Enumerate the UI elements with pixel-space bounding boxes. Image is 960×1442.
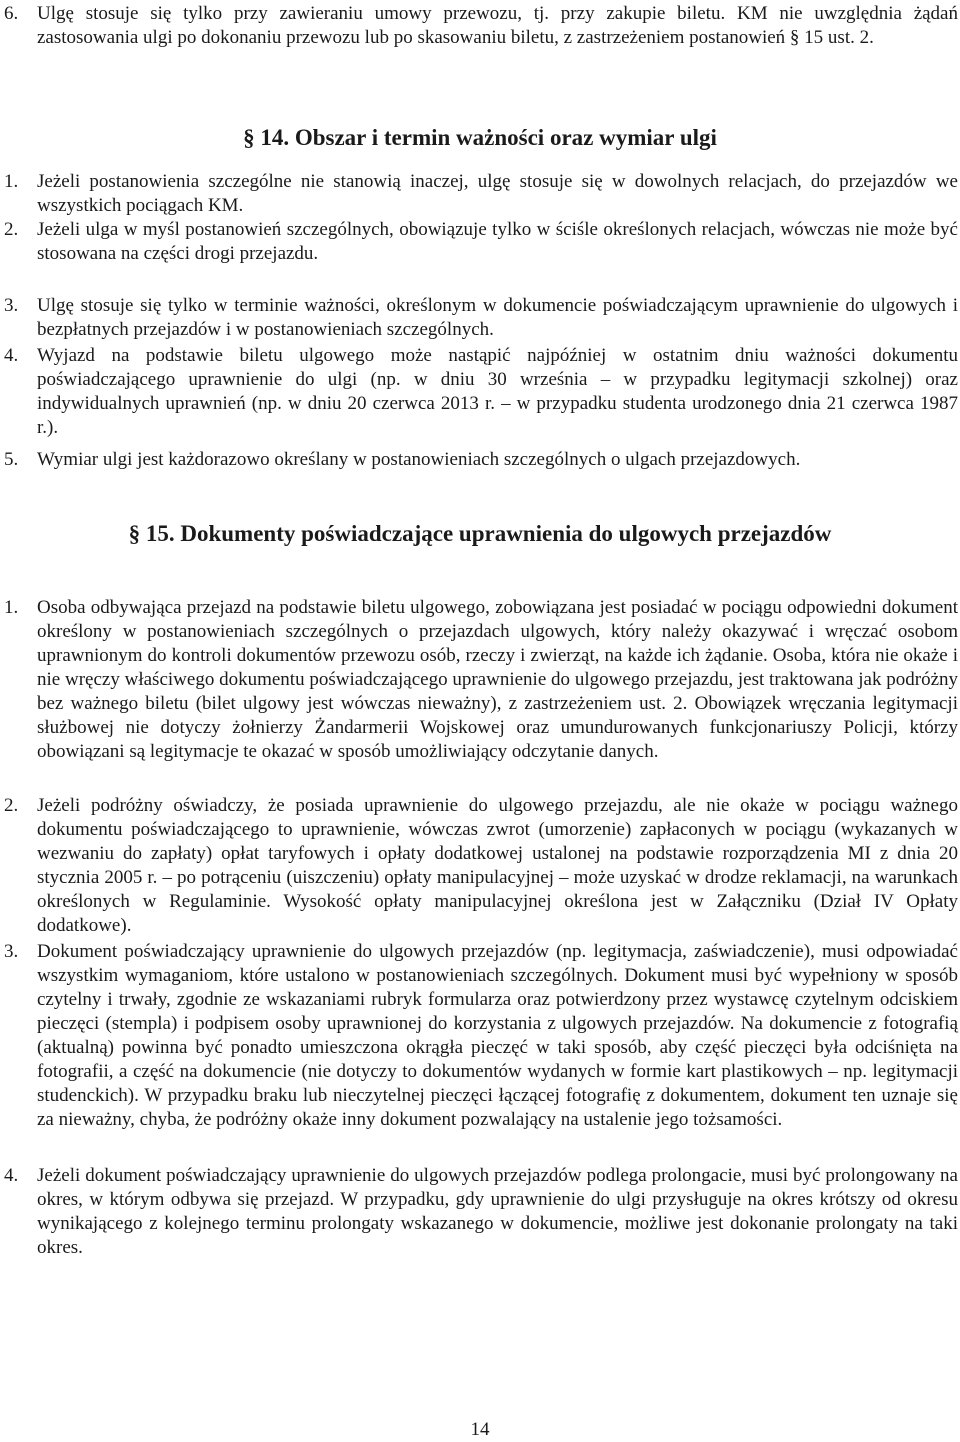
- item-text: Ulgę stosuje się tylko przy zawieraniu umowy przewozu, tj. przy zakupie biletu. KM nie uwzględnia żądań zastosowania ulgi po dokonaniu przewozu lub po skasowaniu biletu, z zastrzeżeniem postanowień § 15 ust. 2.: [37, 3, 958, 48]
- item-text: Wyjazd na podstawie biletu ulgowego może nastąpić najpóźniej w ostatnim dniu ważności dokumentu poświadczającego uprawnienie do ulgi (np. w dniu 30 września – w przypadku legitymacji szkolnej) oraz indywidualnych uprawnień (np. w dniu 20 czerwca 2013 r. – w przypadku studenta urodzonego dnia 21 czerwca 1987 r.).: [37, 345, 958, 438]
- page-number: 14: [470, 1419, 490, 1440]
- list-item: [0, 940, 958, 1132]
- list-item: [0, 2, 958, 50]
- item-text: Dokument poświadczający uprawnienie do ulgowych przejazdów (np. legitymacja, zaświadczenie), musi odpowiadać wszystkim wymaganiom, które ustalono w postanowieniach szczególnych. Dokument musi być wypełniony w sposób czytelny i trwały, zgodnie ze wskazaniami rubryk formularza oraz potwierdzony przez wystawcę czytelnym odciskiem pieczęci (stempla) i podpisem osoby uprawnionej do korzystania z ulgowych przejazdów. Na dokumencie z fotografią (aktualną) powinna być ponadto umieszczona okrągła pieczęć w taki sposób, aby część pieczęci była odciśnięta na fotografii, a część na dokumencie (nie dotyczy to dokumentów wydanych w formie kart plastikowych – np. legitymacji studenckich). W przypadku braku lub nieczytelnej pieczęci łączącej fotografię z dokumentem, dokument ten uznaje się za nieważny, chyba, że podróżny okaże inny dokument pozwalający na ustalenie jego tożsamości.: [37, 941, 958, 1130]
- item-number: 3.: [4, 941, 19, 962]
- item-number: 1.: [4, 171, 19, 192]
- item-number: 1.: [4, 597, 19, 618]
- list-item: [0, 294, 958, 342]
- item-number: 4.: [4, 345, 19, 366]
- list-item: [0, 170, 958, 218]
- section-14-heading: § 14. Obszar i termin ważności oraz wymiar ulgi: [243, 125, 717, 150]
- item-text: Jeżeli dokument poświadczający uprawnienie do ulgowych przejazdów podlega prolongacie, musi być prolongowany na okres, w którym odbywa się przejazd. W przypadku, gdy uprawnienie do ulgi przysługuje na okres krótszy od okresu wynikającego z kolejnego terminu prolongaty wskazanego w dokumencie, możliwe jest dokonanie prolongaty na taki okres.: [37, 1165, 958, 1258]
- list-item: [0, 596, 958, 764]
- item-text: Jeżeli ulga w myśl postanowień szczególnych, obowiązuje tylko w ściśle określonych relacjach, wówczas nie może być stosowana na części drogi przejazdu.: [37, 219, 958, 264]
- section-15-heading: § 15. Dokumenty poświadczające uprawnienia do ulgowych przejazdów: [128, 521, 832, 546]
- list-item: [0, 344, 958, 440]
- item-number: 4.: [4, 1165, 19, 1186]
- list-item: [0, 448, 958, 472]
- item-text: Osoba odbywająca przejazd na podstawie biletu ulgowego, zobowiązana jest posiadać w pociągu odpowiedni dokument określony w postanowieniach szczególnych o przejazdach ulgowych, który należy okazywać i wręczać osobom uprawnionym do kontroli dokumentów przewozu osób, rzeczy i zwierząt, na każde ich żądanie. Osoba, która nie okaże i nie wręczy właściwego dokumentu poświadczającego uprawnienie do ulgowego przejazdu, jest traktowana jak podróżny bez ważnego biletu (bilet ulgowy jest wówczas nieważny), z zastrzeżeniem ust. 2. Obowiązek wręczania legitymacji służbowej nie dotyczy żołnierzy Żandarmerii Wojskowej oraz umundurowanych funkcjonariuszy Policji, którzy obowiązani są legitymacje te okazać w sposób umożliwiający odczytanie danych.: [37, 597, 958, 762]
- list-item: [0, 218, 958, 266]
- item-number: 6.: [4, 3, 19, 24]
- item-text: Jeżeli postanowienia szczególne nie stanowią inaczej, ulgę stosuje się w dowolnych relacjach, do przejazdów we wszystkich pociągach KM.: [37, 171, 958, 216]
- item-text: Ulgę stosuje się tylko w terminie ważności, określonym w dokumencie poświadczającym uprawnienie do ulgowych i bezpłatnych przejazdów i w postanowieniach szczególnych.: [37, 295, 958, 340]
- item-number: 2.: [4, 795, 19, 816]
- item-number: 5.: [4, 449, 19, 470]
- item-number: 3.: [4, 295, 19, 316]
- list-item: [0, 1164, 958, 1260]
- item-number: 2.: [4, 219, 19, 240]
- item-text: Wymiar ulgi jest każdorazowo określany w postanowieniach szczególnych o ulgach przejazdowych.: [37, 449, 801, 470]
- list-item: [0, 794, 958, 938]
- item-text: Jeżeli podróżny oświadczy, że posiada uprawnienie do ulgowego przejazdu, ale nie okaże w pociągu ważnego dokumentu poświadczającego to uprawnienie, wówczas zwrot (umorzenie) zapłaconych w pociągu (wykazanych w wezwaniu do zapłaty) opłat taryfowych i opłaty dodatkowej ustalonej na podstawie rozporządzenia MI z dnia 20 stycznia 2005 r. – po potrąceniu (uiszczeniu) opłaty manipulacyjnej – może uzyskać w drodze reklamacji, na warunkach określonych w Regulaminie. Wysokość opłaty manipulacyjnej określona jest w Załączniku (Dział IV Opłaty dodatkowe).: [37, 795, 958, 936]
